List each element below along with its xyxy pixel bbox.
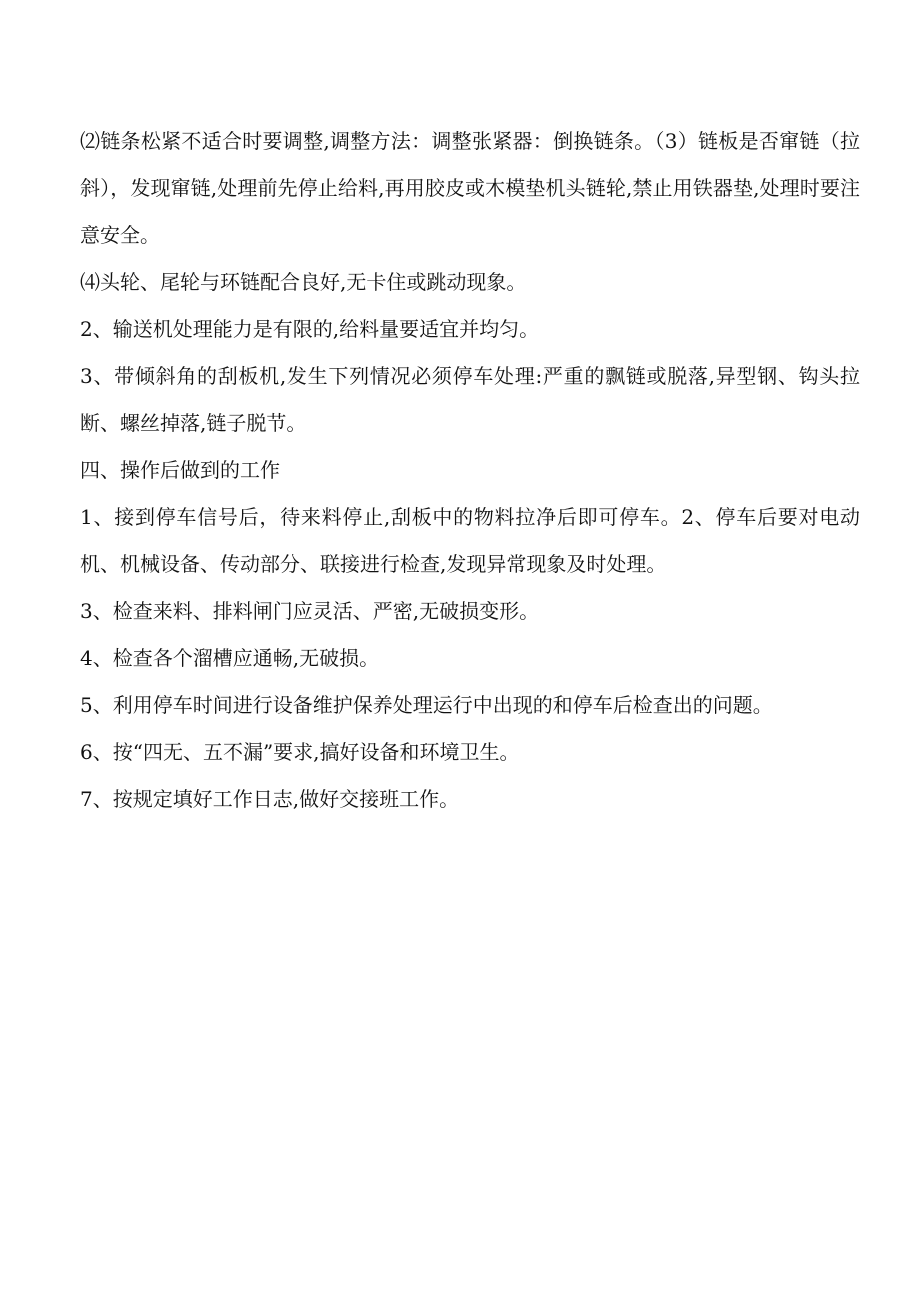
paragraph-hygiene: 6、按“四无、五不漏”要求,搞好设备和环境卫生。 xyxy=(80,740,520,764)
section-heading-after-operation: 四、操作后做到的工作 xyxy=(80,458,280,482)
paragraph-work-log: 7、按规定填好工作日志,做好交接班工作。 xyxy=(80,787,460,811)
paragraph-check-gates: 3、检查来料、排料闸门应灵活、严密,无破损变形。 xyxy=(80,599,540,623)
document-body xyxy=(80,118,860,823)
paragraph-inclined-scraper: 3、带倾斜角的刮板机,发生下列情况必须停车处理:严重的飘链或脱落,异型钢、钩头拉断、螺丝掉落,链子脱节。 xyxy=(80,364,860,435)
paragraph-chain-tension: ⑵链条松紧不适合时要调整,调整方法：调整张紧器：倒换链条。（3）链板是否窜链（拉斜），发现窜链,处理前先停止给料,再用胶皮或木模垫机头链轮,禁止用铁器垫,处理时要注意安全。 xyxy=(80,129,860,247)
paragraph-check-chutes: 4、检查各个溜槽应通畅,无破损。 xyxy=(80,646,380,670)
paragraph-head-tail-wheel: ⑷头轮、尾轮与环链配合良好,无卡住或跳动现象。 xyxy=(80,270,527,294)
paragraph-conveyor-capacity: 2、输送机处理能力是有限的,给料量要适宜并均匀。 xyxy=(80,317,540,341)
paragraph-maintenance: 5、利用停车时间进行设备维护保养处理运行中出现的和停车后检查出的问题。 xyxy=(80,693,773,717)
paragraph-stop-signal: 1、接到停车信号后，待来料停止,刮板中的物料拉净后即可停车。2、停车后要对电动机、机械设备、传动部分、联接进行检查,发现异常现象及时处理。 xyxy=(80,505,860,576)
